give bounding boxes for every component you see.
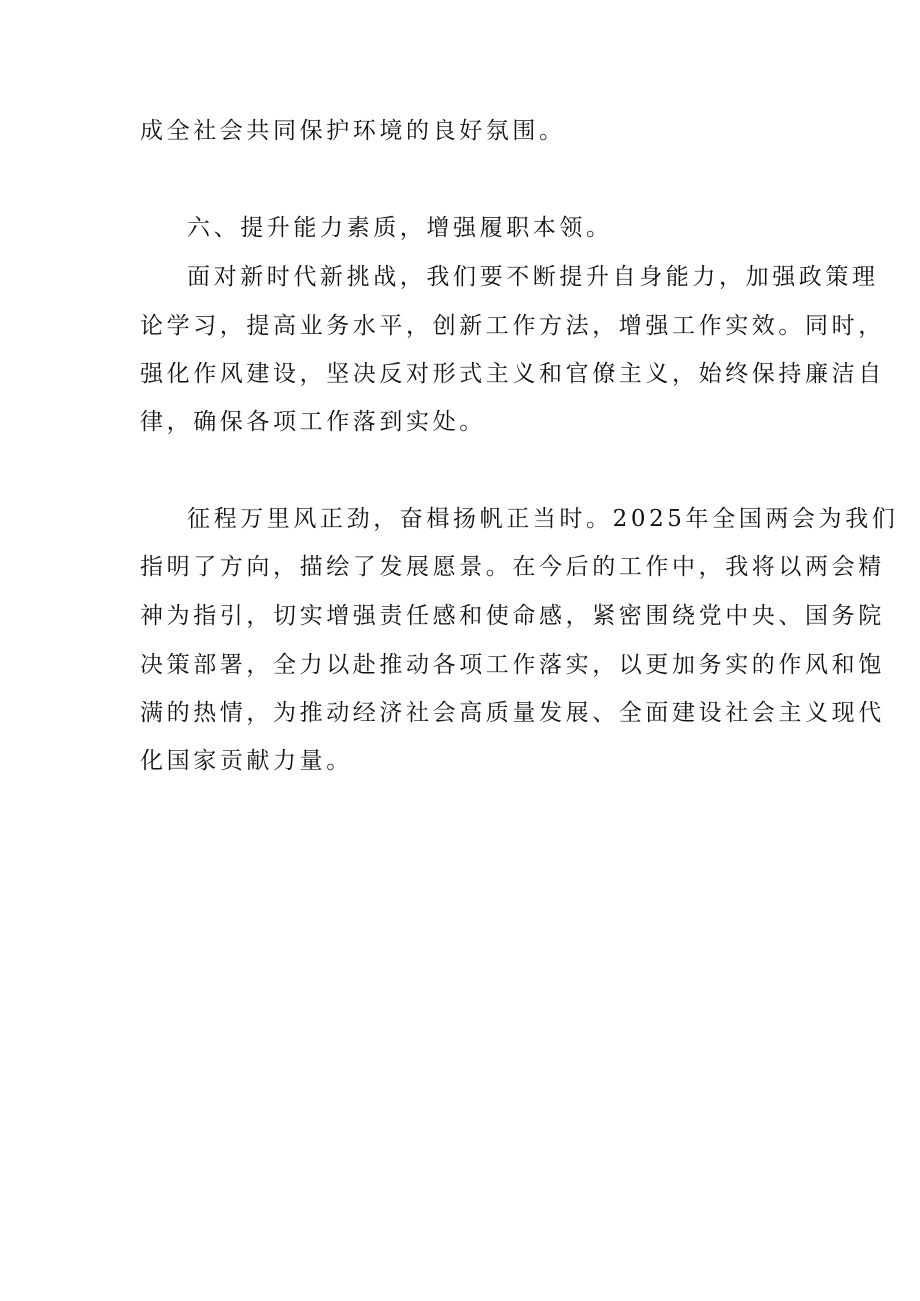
paragraph-line: 神为指引，切实增强责任感和使命感，紧密围绕党中央、国务院 <box>140 603 885 629</box>
paragraph-line: 成全社会共同保护环境的良好氛围。 <box>140 118 566 144</box>
paragraph-line: 征程万里风正劲，奋楫扬帆正当时。2025年全国两会为我们 <box>187 506 899 532</box>
paragraph-line: 化国家贡献力量。 <box>140 748 353 774</box>
paragraph-line: 强化作风建设，坚决反对形式主义和官僚主义，始终保持廉洁自 <box>140 361 885 387</box>
section-heading: 六、提升能力素质，增强履职本领。 <box>187 215 613 241</box>
paragraph-line: 指明了方向，描绘了发展愿景。在今后的工作中，我将以两会精 <box>140 554 885 580</box>
paragraph-line: 面对新时代新挑战，我们要不断提升自身能力，加强政策理 <box>187 264 879 290</box>
paragraph-line: 律，确保各项工作落到实处。 <box>140 409 486 435</box>
paragraph-line: 满的热情，为推动经济社会高质量发展、全面建设社会主义现代 <box>140 700 885 726</box>
paragraph-line: 决策部署，全力以赴推动各项工作落实，以更加务实的作风和饱 <box>140 652 885 678</box>
paragraph-line: 论学习，提高业务水平，创新工作方法，增强工作实效。同时， <box>140 313 885 339</box>
